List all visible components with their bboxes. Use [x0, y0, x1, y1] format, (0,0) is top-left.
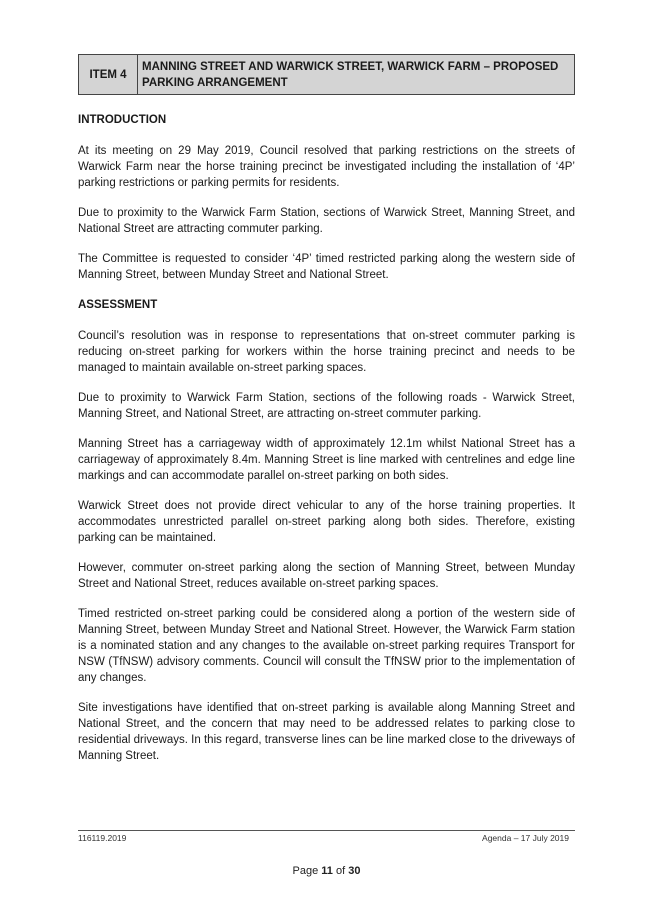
section-heading-introduction: INTRODUCTION	[78, 114, 167, 126]
footer-divider	[78, 830, 575, 831]
paragraph: Due to proximity to Warwick Farm Station, sections of the following roads - Warwick Street, Manning Street, and National Street, are attracting on-street commuter parking.	[78, 392, 575, 420]
item-label: ITEM 4	[79, 55, 138, 94]
footer-reference: 116119.2019	[78, 833, 127, 843]
item-title: MANNING STREET AND WARWICK STREET, WARWICK FARM – PROPOSED PARKING ARRANGEMENT	[138, 55, 574, 94]
document-body	[78, 107, 575, 778]
page-prefix: Page	[292, 865, 322, 877]
page-current: 11	[321, 865, 333, 877]
paragraph: Council’s resolution was in response to representations that on-street commuter parking is reducing on-street parking for workers within the horse training precinct and needs to be managed to maintain available on-street parking spaces.	[78, 330, 575, 374]
page-total: 30	[348, 865, 361, 877]
paragraph: Timed restricted on-street parking could be considered along a portion of the western side of Manning Street, between Munday Street and National Street. However, the Warwick Farm station is a nominated station and any changes to the available on-street parking requires Transport for NSW (TfNSW) advisory comments. Council will consult the TfNSW prior to the implementation of any changes.	[78, 608, 575, 684]
paragraph: However, commuter on-street parking along the section of Manning Street, between Munday Street and National Street, reduces available on-street parking spaces.	[78, 562, 575, 590]
page-number	[0, 865, 653, 877]
paragraph: Warwick Street does not provide direct vehicular to any of the horse training properties. It accommodates unrestricted parallel on-street parking along both sides. Therefore, existing parking can be maintained.	[78, 500, 575, 544]
section-heading-assessment: ASSESSMENT	[78, 299, 158, 311]
paragraph: At its meeting on 29 May 2019, Council resolved that parking restrictions on the streets of Warwick Farm near the horse training precinct be investigated including the installation of ‘4P’ parking restrictions or parking permits for residents.	[78, 145, 575, 189]
item-header-box	[78, 54, 575, 95]
footer-agenda-date: Agenda – 17 July 2019	[482, 833, 569, 843]
paragraph: Site investigations have identified that on-street parking is available along Manning Street and National Street, and the concern that may need to be addressed relates to parking close to residential driveways. In this regard, transverse lines can be line marked close to the driveways of Manning Street.	[78, 702, 575, 762]
page-of: of	[332, 865, 349, 877]
paragraph: The Committee is requested to consider ‘4P’ timed restricted parking along the western side of Manning Street, between Munday Street and National Street.	[78, 253, 575, 281]
paragraph: Manning Street has a carriageway width of approximately 12.1m whilst National Street has a carriageway of approximately 8.4m. Manning Street is line marked with centrelines and edge line markings and can accommodate parallel on-street parking on both sides.	[78, 438, 575, 482]
paragraph: Due to proximity to the Warwick Farm Station, sections of Warwick Street, Manning Street, and National Street are attracting commuter parking.	[78, 207, 575, 235]
